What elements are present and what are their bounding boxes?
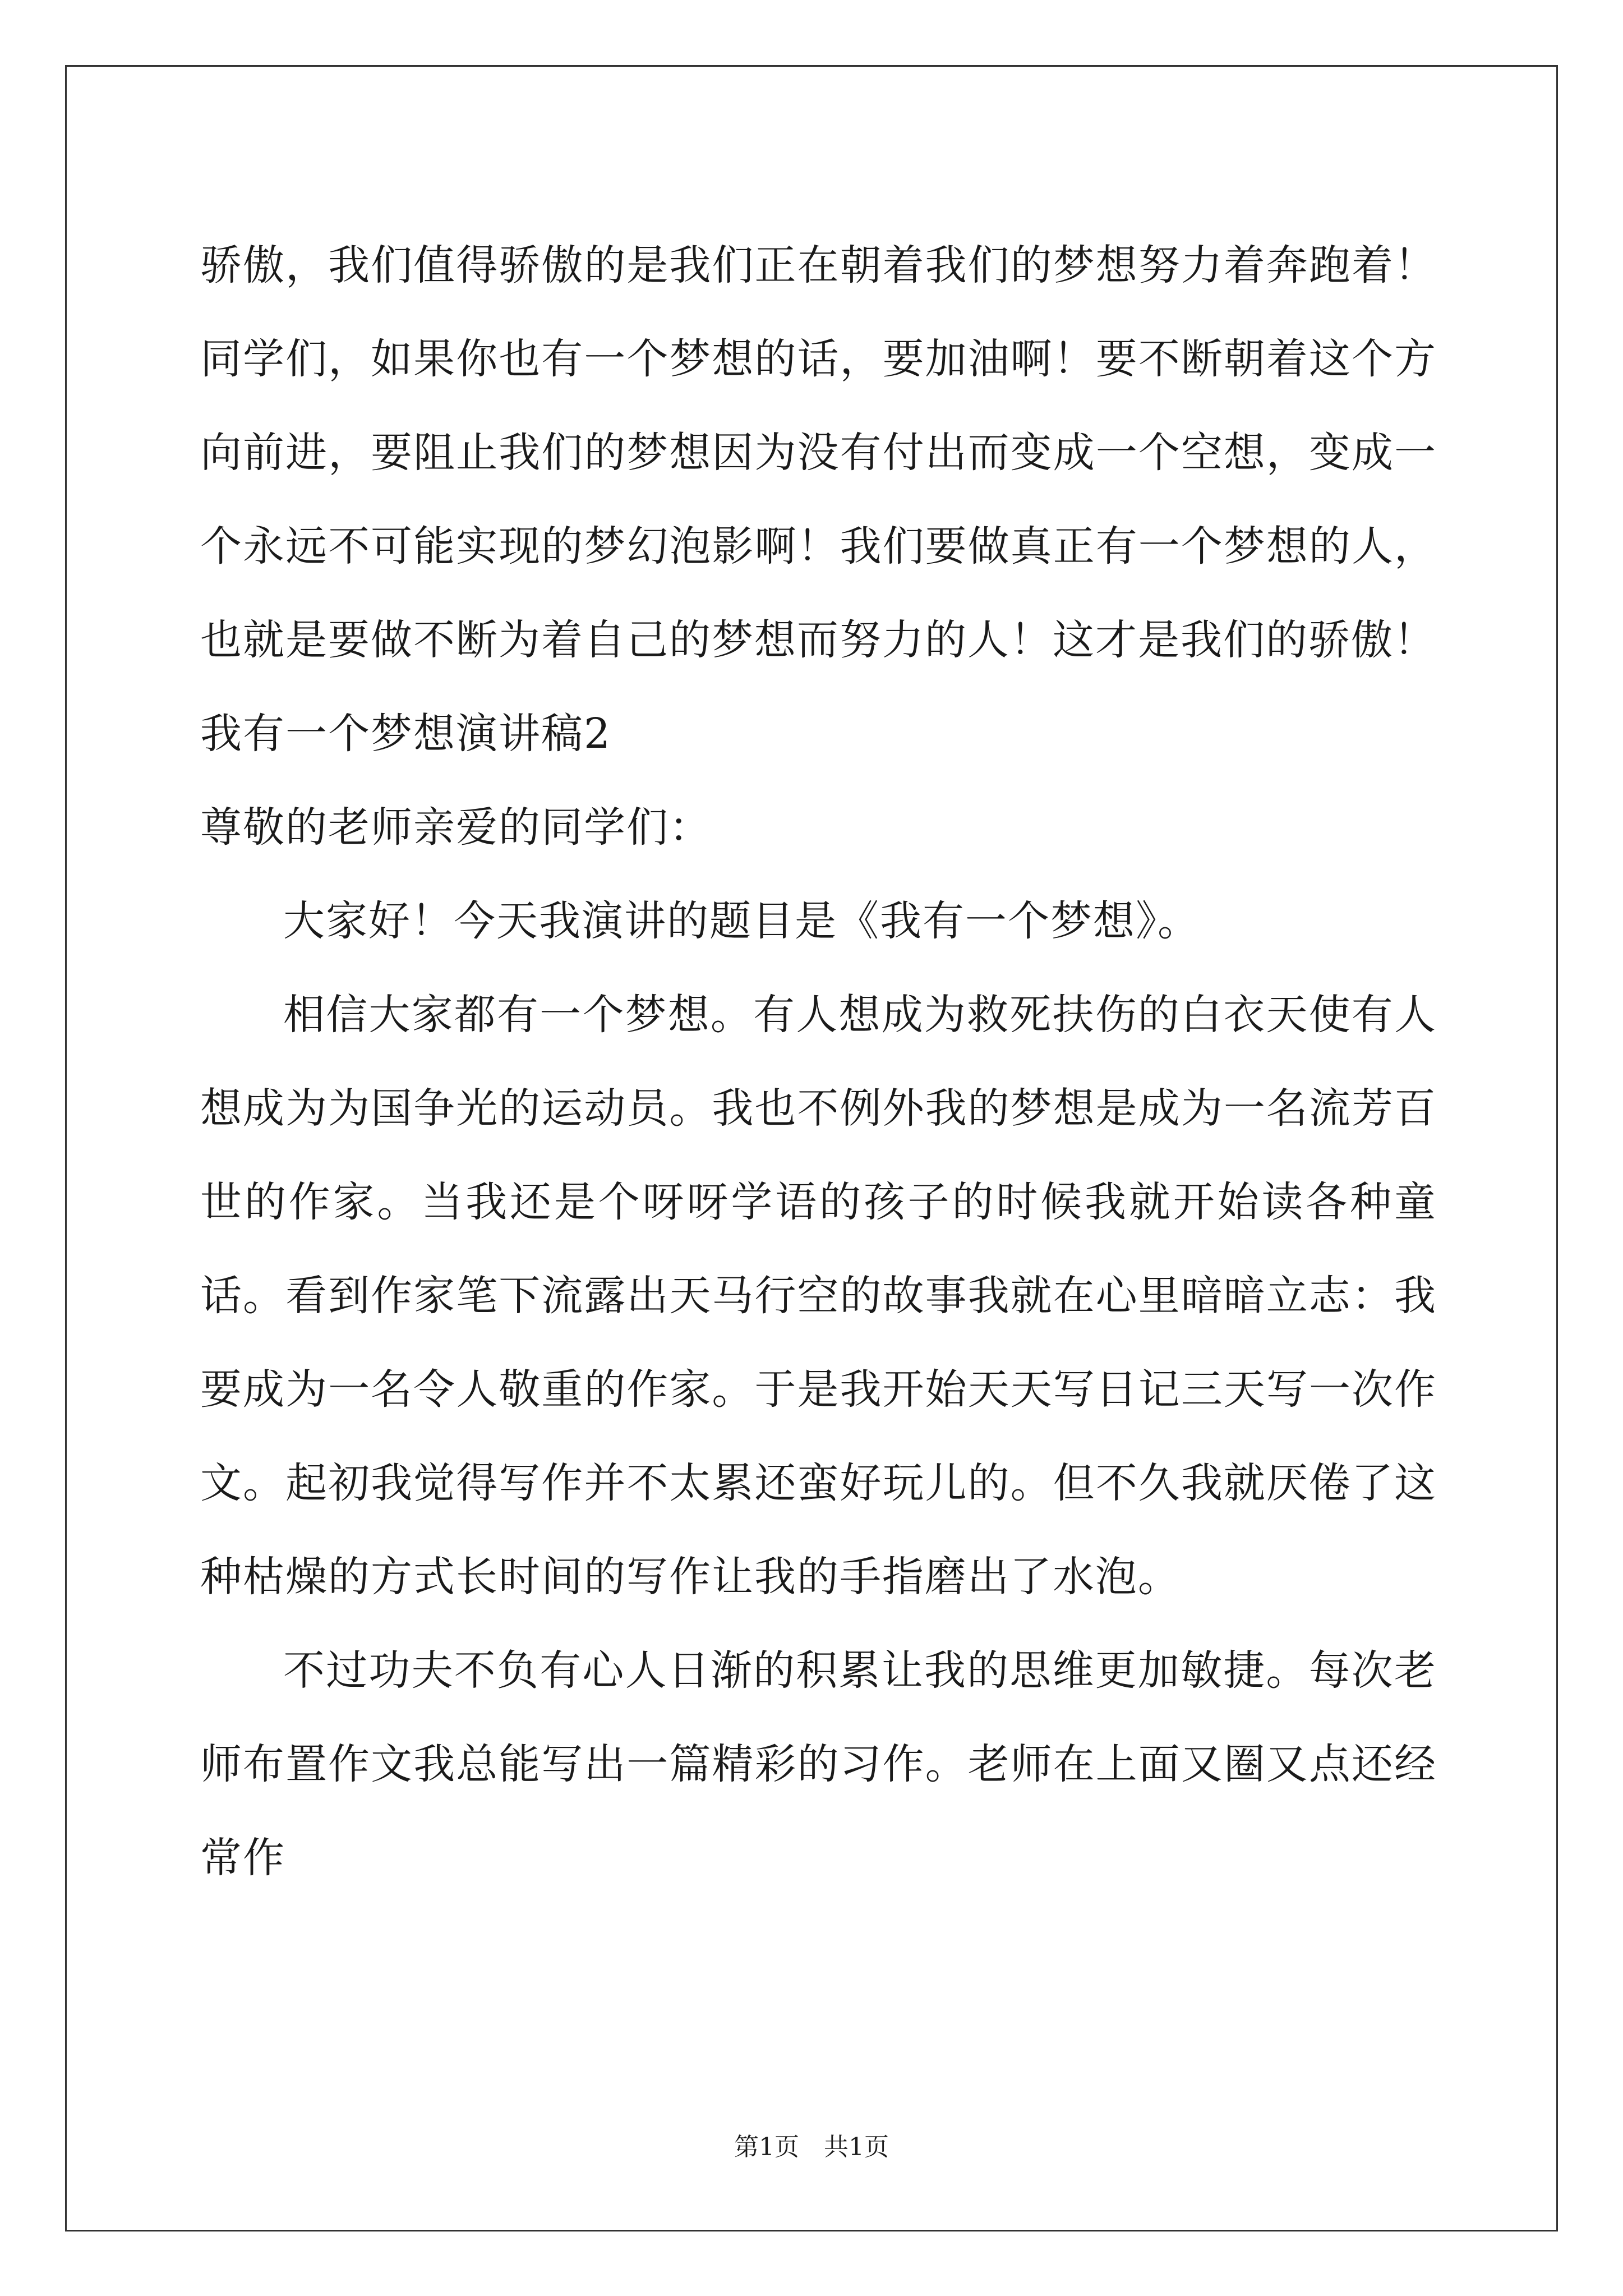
paragraph-dream: 相信大家都有一个梦想。有人想成为救死扶伤的白衣天使有人想成为为国争光的运动员。我也不例外我的梦想是成为一名流芳百世的作家。当我还是个呀呀学语的孩子的时候我就开始读各种童话。看到作家笔下流露出天马行空的故事我就在心里暗暗立志：我要成为一名令人敬重的作家。于是我开始天天写日记三天写一次作文。起初我觉得写作并不太累还蛮好玩儿的。但不久我就厌倦了这种枯燥的方式长时间的写作让我的手指磨出了水泡。 bbox=[200, 991, 1437, 1601]
paragraph-greeting: 大家好！今天我演讲的题目是《我有一个梦想》。 bbox=[283, 897, 1200, 945]
page-number: 第1页 bbox=[734, 2133, 799, 2161]
speech-title: 我有一个梦想演讲稿2 bbox=[200, 710, 612, 758]
paragraph-effort: 不过功夫不负有心人日渐的积累让我的思维更加敏捷。每次老师布置作文我总能写出一篇精彩的习作。老师在上面又圈又点还经常作 bbox=[200, 1646, 1437, 1882]
page-total: 共1页 bbox=[824, 2133, 889, 2161]
salutation: 尊敬的老师亲爱的同学们： bbox=[200, 803, 712, 852]
page-footer bbox=[0, 2131, 1623, 2164]
document-body bbox=[200, 219, 1437, 1905]
paragraph-continuation: 骄傲，我们值得骄傲的是我们正在朝着我们的梦想努力着奔跑着！同学们，如果你也有一个梦想的话，要加油啊！要不断朝着这个方向前进，要阻止我们的梦想因为没有付出而变成一个空想，变成一个永远不可能实现的梦幻泡影啊！我们要做真正有一个梦想的人，也就是要做不断为着自己的梦想而努力的人！这才是我们的骄傲！ bbox=[200, 241, 1437, 664]
